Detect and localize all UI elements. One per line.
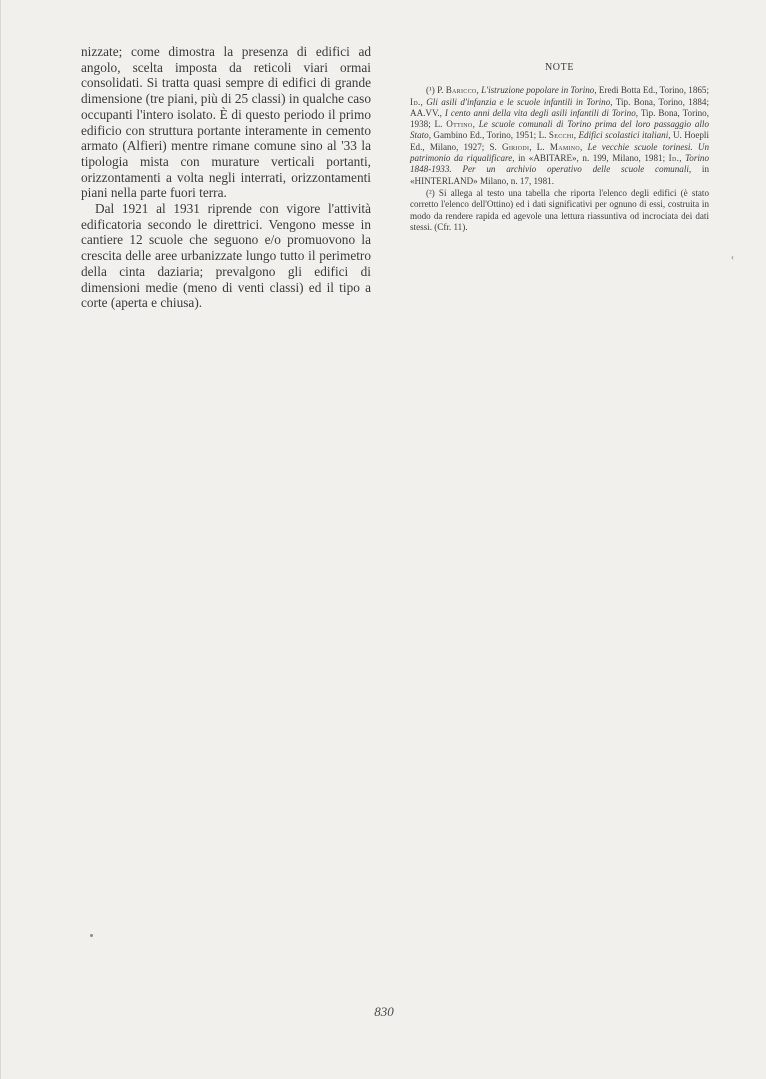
citation-text: , in «HINTERLAND» Milano, n. 17, 1981. bbox=[410, 164, 709, 186]
citation-text: (¹) P. bbox=[426, 85, 446, 96]
notes-column bbox=[410, 62, 709, 233]
citation-text: , bbox=[573, 130, 579, 141]
footnote-1 bbox=[410, 85, 709, 187]
author-name: Giriodi bbox=[501, 141, 530, 152]
work-title: Gli asili d'infanzia e le scuole infantili in Torino bbox=[426, 96, 611, 107]
notes-heading: NOTE bbox=[544, 62, 575, 73]
page-number: 830 bbox=[374, 1004, 394, 1019]
work-title: Le vecchie scuole torinesi. Un patrimonio da riqualificare bbox=[410, 141, 709, 164]
margin-mark: ‹ bbox=[731, 252, 734, 262]
citation-text: , U. Hoepli Ed., Milano, 1927; S. bbox=[410, 130, 709, 152]
citation-text: , Tip. Bona, Torino, 1938; L. bbox=[410, 107, 709, 130]
citation-text: , in «ABITARE», n. 199, Milano, 1981; bbox=[512, 153, 669, 164]
author-name: Mamino bbox=[549, 141, 581, 152]
citation-text: , bbox=[420, 96, 427, 107]
citation-text: , Gambino Ed., Torino, 1951; L. bbox=[428, 130, 549, 141]
work-title: Torino 1848-1933. Per un archivio operativo delle scuole comunali bbox=[410, 153, 709, 175]
footnote-2: (²) Si allega al testo una tabella che riporta l'elenco degli edifici (è stato corretto l'elenco dell'Ottino) ed i dati significativi per ognuno di essi, costruita in modo da rendere rapida ed agevole una lettura riassuntiva od incrociata dei dati stessi. (Cfr. 11). bbox=[410, 187, 709, 232]
citation-text: , bbox=[472, 119, 479, 130]
citation-text: , bbox=[580, 141, 588, 152]
citation-text: , bbox=[679, 153, 686, 164]
body-paragraph-1: nizzate; come dimostra la presenza di edifici ad angolo, scelta imposta da reticoli viari ormai consolidati. Si tratta quasi sempre di edifici di grande dimensione (tre piani, più di 25 classi) in qualche caso occupanti l'intero isolato. È di questo periodo il primo edificio con struttura portante interamente in cemento armato (Alfieri) mentre rimane comune sino al '33 la tipologia mista con murature verticali portanti, orizzontamenti a volta negli interrati, orizzontamenti piani nella parte fuori terra. bbox=[81, 44, 371, 201]
author-name: Secchi bbox=[548, 130, 574, 141]
citation-text: , Tip. Bona, Torino, 1884; AA.VV., bbox=[410, 96, 709, 118]
citation-text: , bbox=[476, 85, 482, 96]
citation-text: , L. bbox=[529, 141, 550, 152]
citation-text: , Eredi Botta Ed., Torino, 1865; bbox=[594, 85, 710, 96]
work-title: Edifici scolastici italiani bbox=[578, 130, 669, 141]
author-name: Id. bbox=[668, 153, 680, 164]
author-name: Ottino bbox=[446, 119, 473, 130]
work-title: I cento anni della vita degli asili infantili di Torino bbox=[444, 107, 636, 118]
work-title: Le scuole comunali di Torino prima del loro passaggio allo Stato bbox=[410, 119, 710, 141]
body-paragraph-2: Dal 1921 al 1931 riprende con vigore l'attività edificatoria secondo le direttrici. Vengono messe in cantiere 12 scuole che seguono e/o promuovono la crescita delle aree urbanizzate lungo tutto il perimetro della cinta daziaria; prevalgono gli edifici di dimensioni medie (meno di venti classi) ed il tipo a corte (aperta e chiusa). bbox=[81, 201, 371, 311]
work-title: L'istruzione popolare in Torino bbox=[481, 85, 595, 96]
author-name: Baricco bbox=[445, 85, 477, 96]
main-text-column bbox=[81, 44, 371, 311]
print-speck bbox=[90, 934, 93, 937]
author-name: Id. bbox=[410, 96, 421, 107]
